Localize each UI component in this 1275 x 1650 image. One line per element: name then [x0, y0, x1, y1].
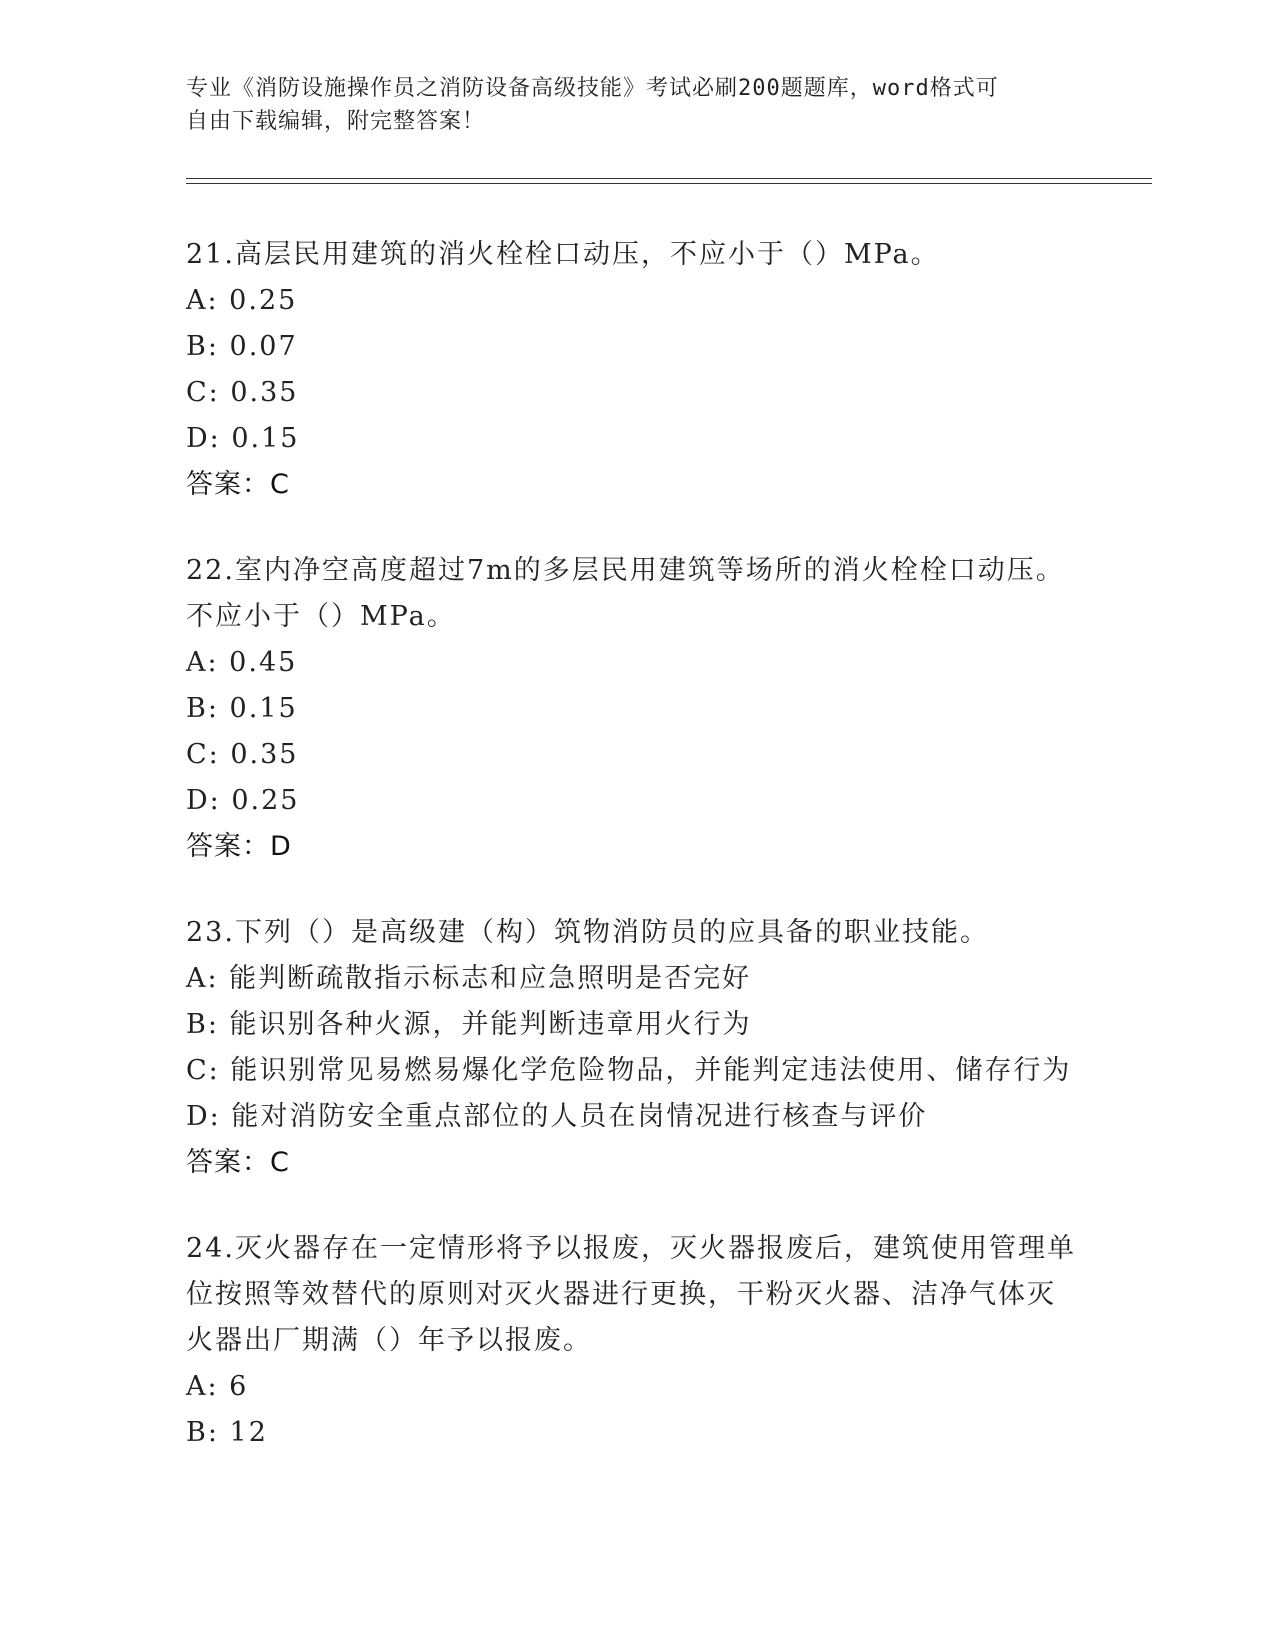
question-stem-continued: 火器出厂期满（）年予以报废。	[186, 1325, 592, 1356]
option-c: C: 0.35	[186, 739, 299, 770]
option-d: D: 0.25	[186, 785, 300, 816]
option-a: A: 0.45	[186, 647, 298, 678]
header-divider-bottom	[186, 183, 1152, 184]
option-b: B: 0.07	[186, 331, 298, 362]
question-stem: 21.高层民用建筑的消火栓栓口动压，不应小于（）MPa。	[186, 239, 940, 270]
option-a: A: 0.25	[186, 285, 298, 316]
question-23	[186, 910, 1086, 1186]
header-line-1: 专业《消防设施操作员之消防设备高级技能》考试必刷200题题库，word格式可	[186, 76, 999, 101]
document-header	[186, 72, 1086, 138]
answer-line: 答案：C	[186, 469, 290, 500]
option-a: A: 6	[186, 1371, 249, 1402]
option-d: D: 能对消防安全重点部位的人员在岗情况进行核查与评价	[186, 1101, 928, 1132]
question-stem-continued: 不应小于（）MPa。	[186, 601, 456, 632]
header-divider-top	[186, 178, 1152, 179]
answer-line: 答案：C	[186, 1147, 290, 1178]
answer-line: 答案：D	[186, 831, 292, 862]
question-stem-continued: 位按照等效替代的原则对灭火器进行更换，干粉灭火器、洁净气体灭	[186, 1279, 1056, 1310]
option-a: A: 能判断疏散指示标志和应急照明是否完好	[186, 963, 752, 994]
question-stem: 24.灭火器存在一定情形将予以报废，灭火器报废后，建筑使用管理单	[186, 1233, 1076, 1264]
option-c: C: 0.35	[186, 377, 299, 408]
option-b: B: 12	[186, 1417, 268, 1448]
option-b: B: 能识别各种火源，并能判断违章用火行为	[186, 1009, 752, 1040]
question-stem: 23.下列（）是高级建（构）筑物消防员的应具备的职业技能。	[186, 917, 989, 948]
option-b: B: 0.15	[186, 693, 298, 724]
header-line-2: 自由下载编辑，附完整答案！	[186, 109, 486, 134]
question-21	[186, 232, 1086, 508]
question-22	[186, 548, 1086, 870]
question-stem: 22.室内净空高度超过7m的多层民用建筑等场所的消火栓栓口动压。	[186, 555, 1065, 586]
option-d: D: 0.15	[186, 423, 300, 454]
question-list	[186, 232, 1086, 1496]
question-24	[186, 1226, 1086, 1456]
option-c: C: 能识别常见易燃易爆化学危险物品，并能判定违法使用、储存行为	[186, 1055, 1072, 1086]
